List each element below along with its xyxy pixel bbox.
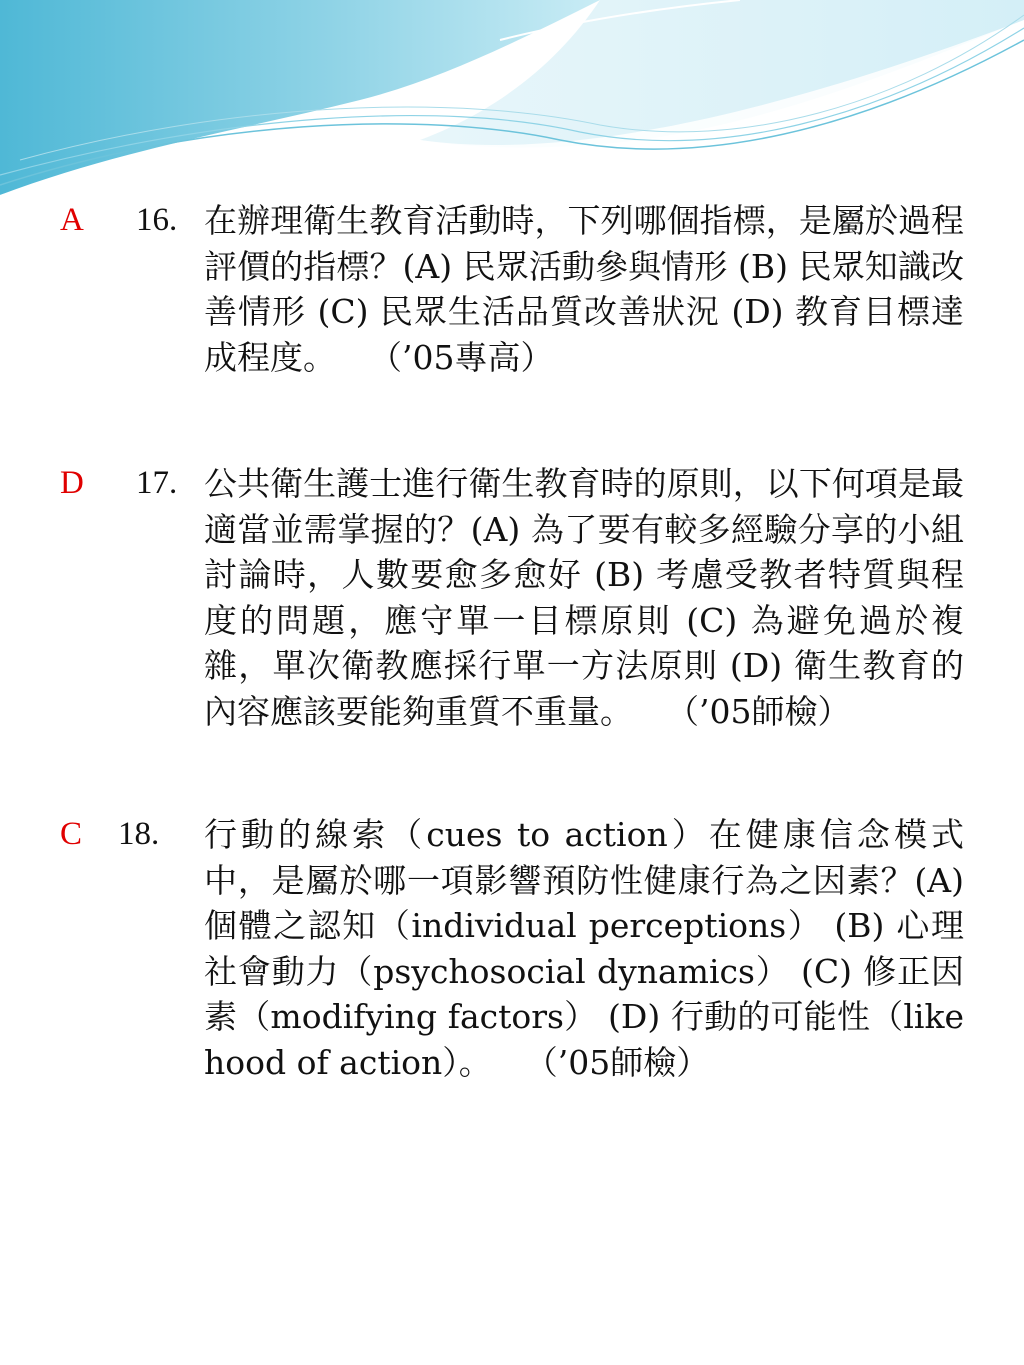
- question-number: 16.: [136, 202, 178, 238]
- question-text: 公共衛生護士進行衛生教育時的原則，以下何項是最適當並需掌握的？(A) 為了要有較多經驗分享的小組討論時，人數要愈多愈好 (B) 考慮受教者特質與程度的問題，應守單一目標原則 (C) 為避免過於複雜，單次衛教應採行單一方法原則 (D) 衛生教育的內容應該要能夠重質不重量。 （’05師檢）: [204, 464, 964, 731]
- question-text: 在辦理衛生教育活動時，下列哪個指標，是屬於過程評價的指標？(A) 民眾活動參與情形 (B) 民眾知識改善情形 (C) 民眾生活品質改善狀況 (D) 教育目標達成程度。 （’05專高）: [204, 201, 964, 377]
- answer-key: C: [60, 816, 83, 852]
- answer-key: D: [60, 465, 84, 501]
- question-number: 17.: [136, 465, 178, 501]
- question-18: [0, 812, 1024, 1132]
- answer-key: A: [60, 202, 84, 238]
- header-wave-decoration: [0, 0, 1024, 200]
- question-17: [0, 461, 1024, 781]
- question-text: 行動的線索（cues to action）在健康信念模式中，是屬於哪一項影響預防性健康行為之因素？(A) 個體之認知（individual perceptions） (B) 心理社會動力（psychosocial dynamics） (C) 修正因素（modifying factors） (D) 行動的可能性（likehood of action）。 （’05師檢）: [204, 815, 964, 1082]
- question-16: [0, 198, 1024, 428]
- question-number: 18.: [118, 816, 160, 852]
